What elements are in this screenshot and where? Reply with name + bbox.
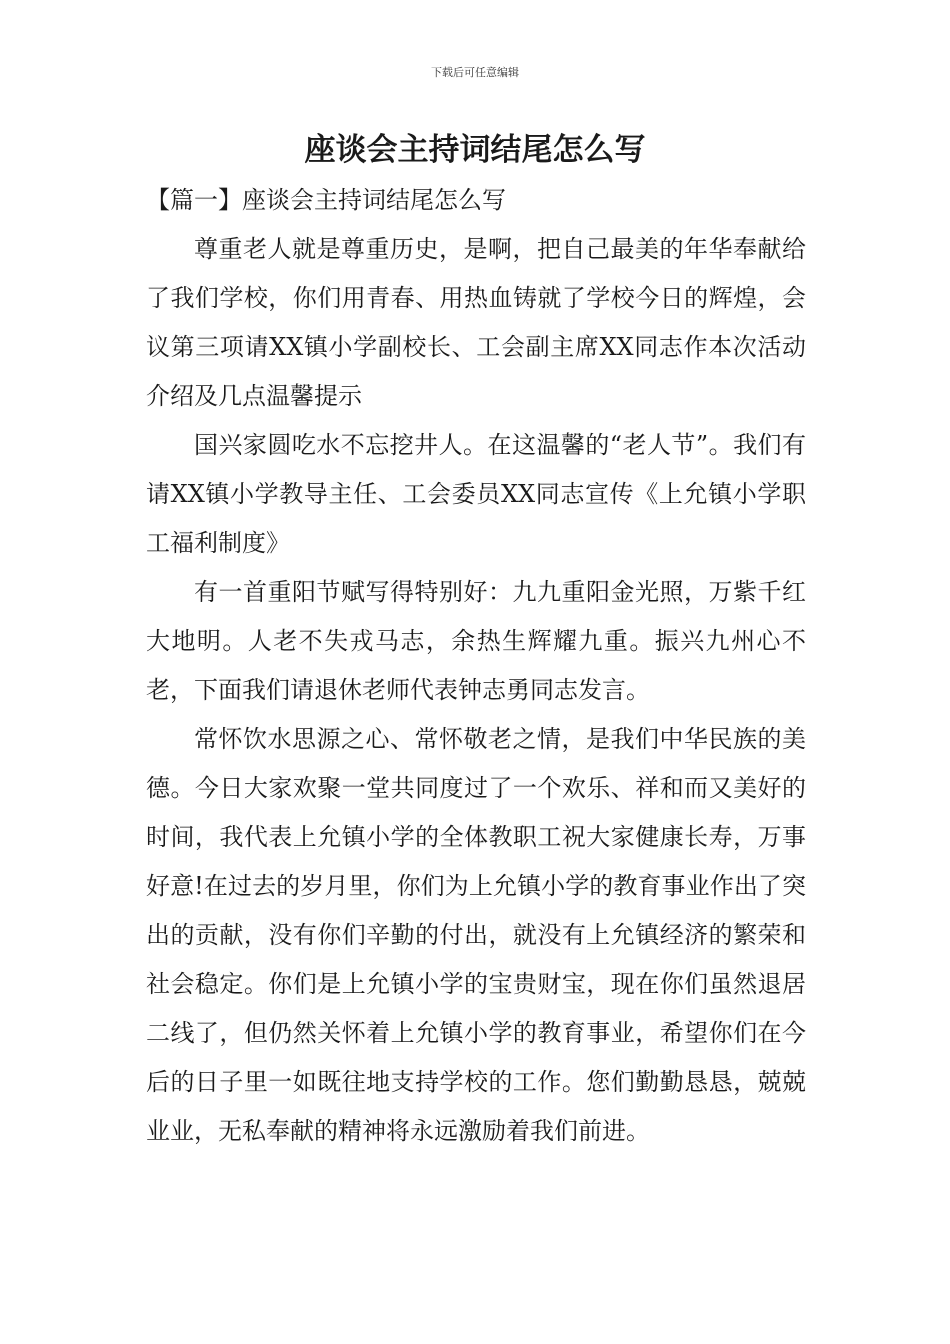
page-header-note: 下载后可任意编辑 bbox=[431, 66, 519, 79]
section-heading: 【篇一】座谈会主持词结尾怎么写 bbox=[146, 186, 506, 214]
document-title: 座谈会主持词结尾怎么写 bbox=[304, 132, 646, 168]
paragraph-4: 常怀饮水思源之心、常怀敬老之情，是我们中华民族的美德。今日大家欢聚一堂共同度过了一个欢乐、祥和而又美好的时间，我代表上允镇小学的全体教职工祝大家健康长寿，万事好意!在过去的岁月里，你们为上允镇小学的教育事业作出了突出的贡献，没有你们辛勤的付出，就没有上允镇经济的繁荣和社会稳定。你们是上允镇小学的宝贵财宝，现在你们虽然退居二线了，但仍然关怀着上允镇小学的教育事业，希望你们在今后的日子里一如既往地支持学校的工作。您们勤勤恳恳，兢兢业业，无私奉献的精神将永远激励着我们前进。 bbox=[146, 725, 806, 1145]
paragraph-3: 有一首重阳节赋写得特别好：九九重阳金光照，万紫千红大地明。人老不失戎马志，余热生辉耀九重。振兴九州心不老，下面我们请退休老师代表钟志勇同志发言。 bbox=[146, 578, 806, 704]
document-body bbox=[146, 176, 806, 1156]
paragraph-1: 尊重老人就是尊重历史，是啊，把自己最美的年华奉献给了我们学校，你们用青春、用热血铸就了学校今日的辉煌，会议第三项请XX镇小学副校长、工会副主席XX同志作本次活动介绍及几点温馨提示 bbox=[146, 235, 806, 410]
paragraph-2: 国兴家圆吃水不忘挖井人。在这温馨的“老人节”。我们有请XX镇小学教导主任、工会委员XX同志宣传《上允镇小学职工福利制度》 bbox=[146, 431, 806, 557]
